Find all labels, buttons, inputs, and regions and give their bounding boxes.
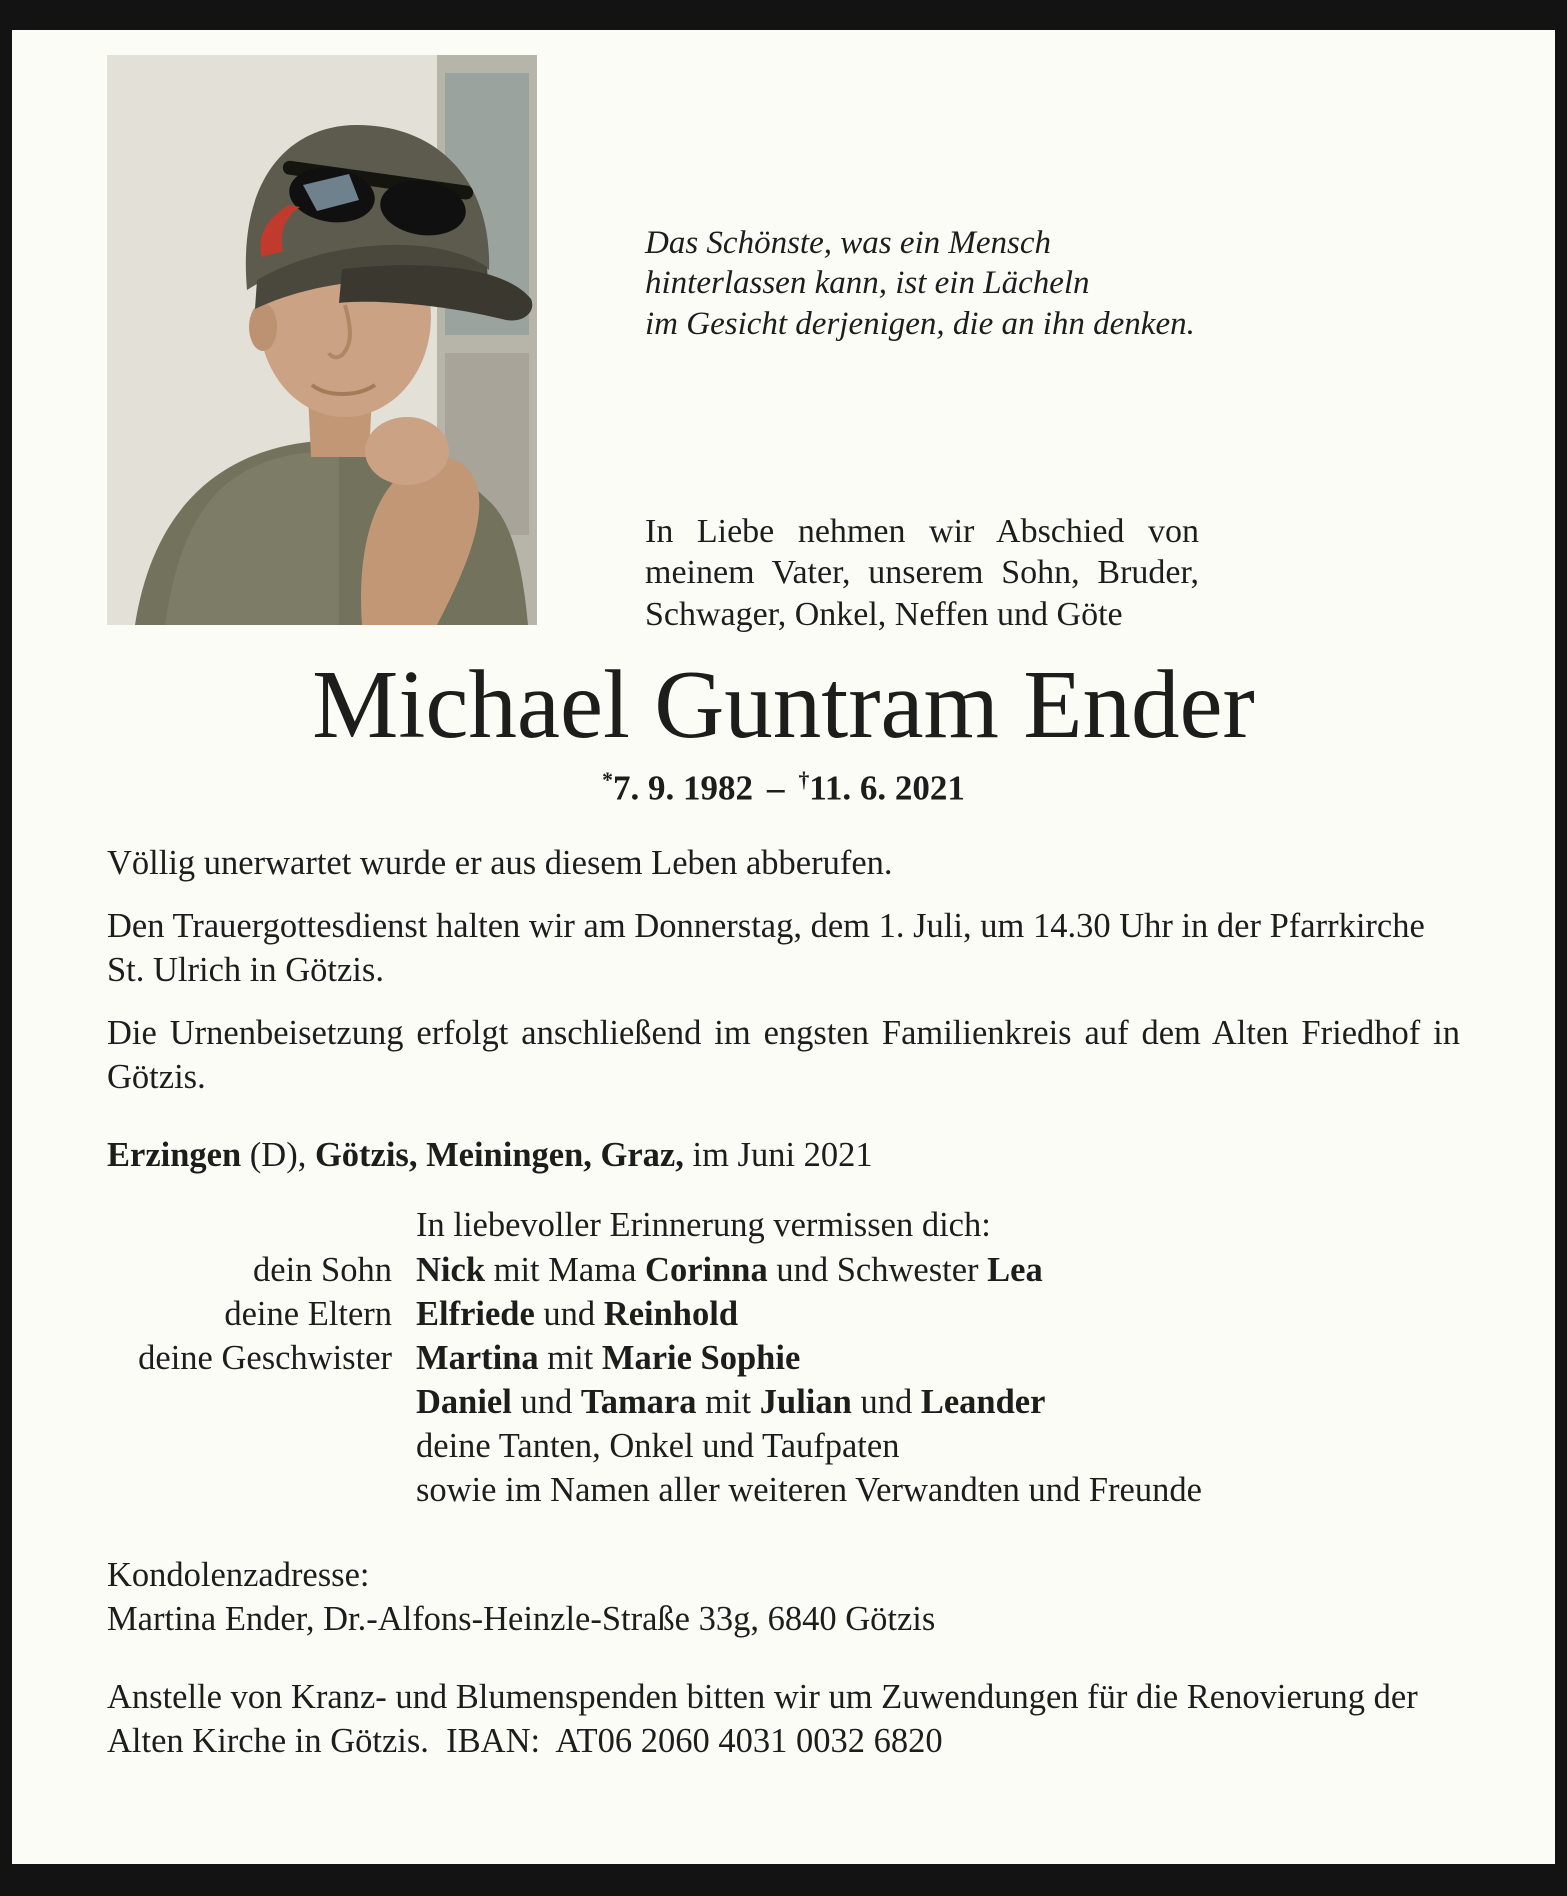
life-dates xyxy=(107,768,1460,809)
birth-symbol: * xyxy=(602,767,613,792)
paragraph-death-notice: Völlig unerwartet wurde er aus diesem Leben abberufen. xyxy=(107,843,893,882)
mourners-row-label xyxy=(107,1468,392,1512)
mourners-section xyxy=(107,1203,1460,1512)
deceased-name: Michael Guntram Ender xyxy=(312,651,1255,758)
condolence-label: Kondolenzadresse: xyxy=(107,1555,370,1594)
portrait-photo xyxy=(107,55,537,625)
condolence-address: Martina Ender, Dr.-Alfons-Heinzle-Straße 33g, 6840 Götzis xyxy=(107,1599,936,1638)
memorial-quote-line: hinterlassen kann, ist ein Lächeln xyxy=(645,265,1090,302)
announcement-body xyxy=(107,841,1460,1100)
mourners-header: In liebevoller Erinnerung vermissen dich: xyxy=(416,1206,991,1245)
memorial-quote xyxy=(645,223,1211,344)
mourners-row-label xyxy=(107,1380,392,1424)
farewell-intro: In Liebe nehmen wir Abschied von meinem Vater, unserem Sohn, Bruder, Schwager, Onkel, Neffen und Göte xyxy=(645,513,1199,633)
mourners-row-value: Nick mit Mama Corinna und Schwester Lea xyxy=(416,1250,1043,1289)
mourners-row-label: deine Geschwister xyxy=(138,1338,392,1377)
donation-note: Anstelle von Kranz- und Blumenspenden bitten wir um Zuwendungen für die Renovierung der Alten Kirche in Götzis. IBAN: AT06 2060 4031 0032 6820 xyxy=(107,1677,1425,1761)
death-date: 11. 6. 2021 xyxy=(809,768,965,808)
mourners-row-label: dein Sohn xyxy=(253,1250,392,1289)
mourners-row-value: Elfriede und Reinhold xyxy=(416,1294,739,1333)
mourners-row-label: deine Eltern xyxy=(224,1294,392,1333)
mourners-row-value: Martina mit Marie Sophie xyxy=(416,1338,801,1377)
place-dateline: Erzingen (D), Götzis, Meiningen, Graz, im Juni 2021 xyxy=(107,1136,873,1175)
mourners-row-value: sowie im Namen aller weiteren Verwandten und Freunde xyxy=(416,1471,1202,1510)
header-section xyxy=(107,55,1460,633)
mourners-row-label xyxy=(107,1203,392,1247)
obituary-content xyxy=(12,30,1555,1763)
condolence-section xyxy=(107,1553,1460,1641)
mourners-row-label xyxy=(107,1424,392,1468)
paragraph-service: Den Trauergottesdienst halten wir am Donnerstag, dem 1. Juli, um 14.30 Uhr in der Pfarrkirche St. Ulrich in Götzis. xyxy=(107,906,1425,989)
birth-date: 7. 9. 1982 xyxy=(612,768,753,808)
memorial-quote-line: im Gesicht derjenigen, die an ihn denken. xyxy=(645,305,1195,342)
paragraph-burial: Die Urnenbeisetzung erfolgt anschließend im engsten Familienkreis auf dem Alten Friedhof in Götzis. xyxy=(107,1014,1460,1097)
memorial-quote-line: Das Schönste, was ein Mensch xyxy=(645,225,1052,261)
dates-separator: – xyxy=(766,768,785,808)
mourners-row-value: Daniel und Tamara mit Julian und Leander xyxy=(416,1383,1046,1422)
death-symbol: † xyxy=(798,767,810,792)
portrait-photo-graphic xyxy=(107,55,537,625)
mourners-row-value: deine Tanten, Onkel und Taufpaten xyxy=(416,1427,900,1466)
